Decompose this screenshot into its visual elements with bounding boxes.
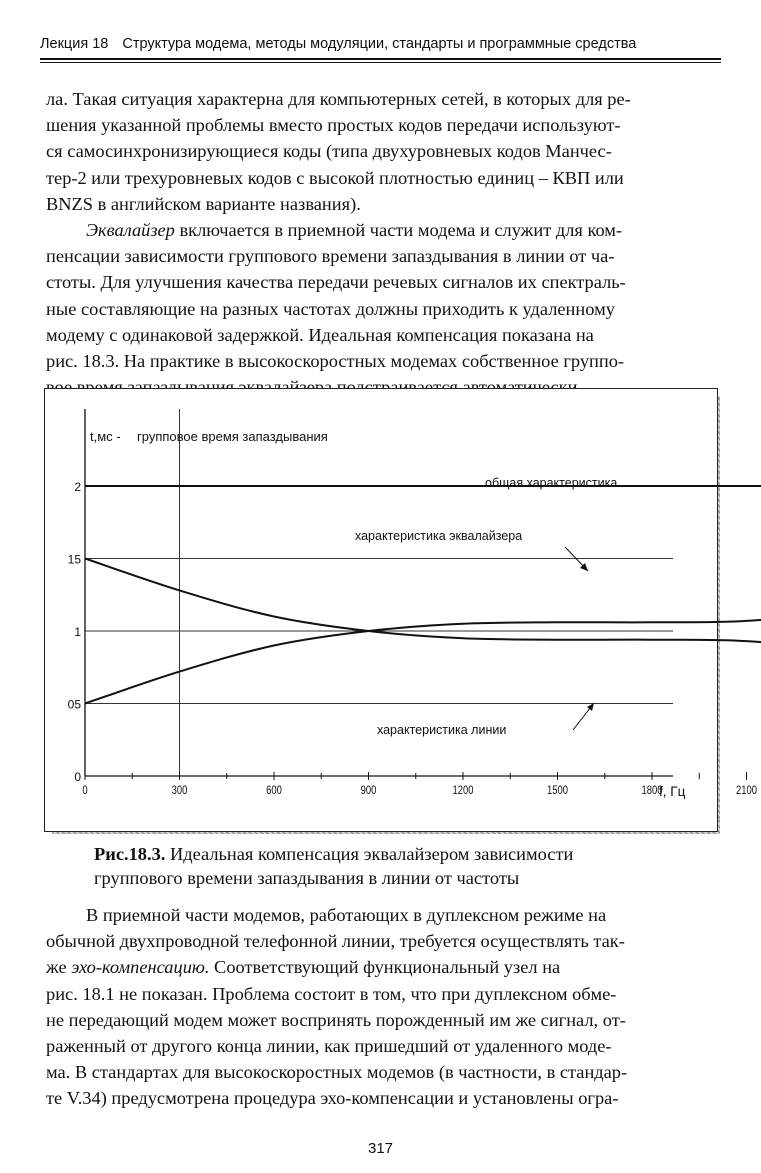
caption-label: Рис.18.3. — [94, 844, 166, 864]
y-axis-label: t,мс - — [90, 429, 121, 444]
x-tick-label: 1500 — [547, 784, 568, 798]
page-number: 317 — [367, 1140, 394, 1157]
text-line: тер-2 или трехуровневых кодов с высокой плотностью единиц – КВП или — [46, 167, 624, 188]
x-tick-label: 1200 — [452, 784, 474, 798]
running-header-title: Структура модема, методы модуляции, стандарты и программные средства — [122, 36, 637, 52]
arrowhead-line — [587, 703, 594, 711]
term-equalizer: Эквалайзер — [86, 220, 175, 240]
text-line: стоты. Для улучшения качества передачи речевых сигналов их спектраль- — [46, 272, 626, 293]
chart-title: групповое время запаздывания — [137, 429, 328, 444]
text-line: ся самосинхронизирующиеся коды (типа двухуровневых кодов Манчес- — [46, 141, 612, 162]
y-tick-label: 05 — [67, 697, 81, 712]
text-line: BNZS в английском варианте названия). — [46, 193, 361, 214]
paragraph-2 — [46, 217, 718, 400]
text-line: В приемной части модемов, работающих в дуплексном режиме на — [86, 905, 607, 925]
text-line: ные составляющие на разных частотах должны приходить к удаленному — [46, 298, 615, 319]
text-span: Соответствующий функциональный узел на — [209, 957, 561, 978]
x-tick-label: 900 — [360, 784, 377, 798]
text-line — [46, 217, 718, 243]
x-tick-label: 0 — [82, 784, 88, 798]
text-line: пенсации зависимости группового времени запаздывания в линии от ча- — [46, 246, 615, 267]
header-rule-thin — [40, 62, 721, 63]
x-axis-label: f, Гц — [659, 784, 686, 799]
y-tick-label: 15 — [67, 552, 81, 567]
text-line: ма. В стандартах для высокоскоростных модемов (в частности, в стандар- — [46, 1062, 628, 1083]
text-line: обычной двухпроводной телефонной линии, требуется осуществлять так- — [46, 931, 625, 952]
series-equalizer — [85, 515, 761, 704]
text-line: те V.34) предусмотрена процедура эхо-компенсации и установлены огра- — [46, 1088, 619, 1109]
text-span: же — [46, 957, 72, 978]
caption-text: Идеальная компенсация эквалайзером зависимости — [165, 844, 574, 864]
paragraph-1 — [46, 86, 718, 217]
y-tick-label: 1 — [74, 625, 81, 639]
text-line: рис. 18.3. На практике в высокоскоростных модемах собственное группо- — [46, 351, 625, 372]
text-line: ла. Такая ситуация характерна для компьютерных сетей, в которых для ре- — [46, 89, 631, 109]
caption-line: группового времени запаздывания в линии от частоты — [94, 868, 520, 888]
y-tick-label: 0 — [74, 770, 81, 784]
x-tick-label: 300 — [171, 784, 188, 798]
text-line — [46, 954, 718, 980]
y-tick-label: 2 — [74, 480, 81, 494]
delay-chart — [45, 389, 757, 830]
text-line: раженный от другого конца линии, как пришедший от удаленного моде- — [46, 1036, 612, 1057]
running-header — [40, 36, 721, 52]
annotation-equalizer: характеристика эквалайзера — [355, 529, 523, 543]
header-rule — [40, 58, 721, 60]
lecture-number: Лекция 18 — [40, 36, 109, 52]
caption-line — [94, 842, 714, 866]
figure-caption — [94, 842, 714, 890]
text-line: не передающий модем может воспринять порожденный им же сигнал, от- — [46, 1009, 626, 1030]
series-line — [85, 559, 761, 748]
annotation-line: характеристика линии — [377, 723, 507, 737]
text-span: включается в приемной части модема и служит для ком- — [174, 220, 623, 240]
x-tick-label: 1800 — [641, 784, 663, 798]
paragraph-3 — [46, 902, 718, 1112]
text-line: модему с одинаковой задержкой. Идеальная компенсация показана на — [46, 324, 594, 345]
text-line: шения указанной проблемы вместо простых кодов передачи используют- — [46, 115, 621, 136]
x-tick-label: 2100 — [736, 784, 757, 798]
figure-18-3 — [44, 388, 757, 832]
x-tick-label: 600 — [266, 784, 282, 798]
annotation-total: общая характеристика — [485, 476, 618, 490]
term-echo-cancellation: эхо-компенсацию. — [71, 957, 210, 978]
text-line: рис. 18.1 не показан. Проблема состоит в том, что при дуплексном обме- — [46, 983, 617, 1004]
